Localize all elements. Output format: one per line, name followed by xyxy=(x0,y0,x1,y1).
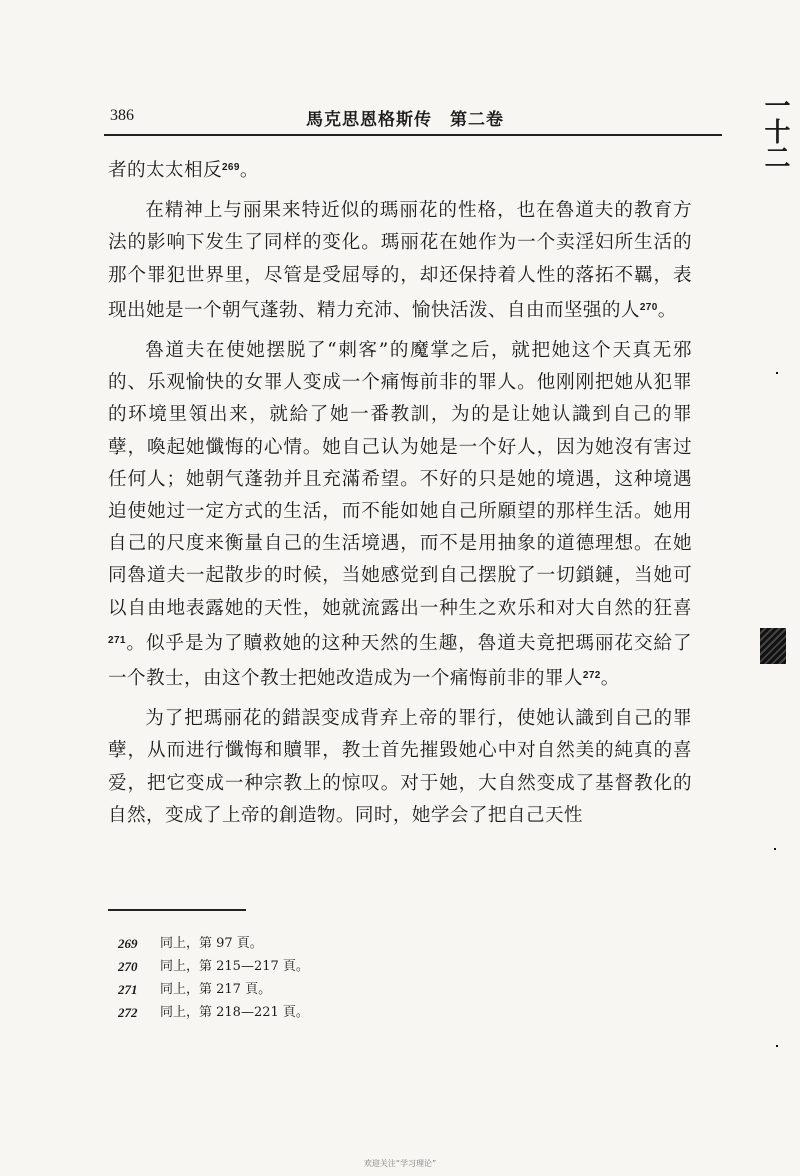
text-run: 在精神上与丽果来特近似的瑪丽花的性格，也在魯道夫的教育方法的影响下发生了同样的变化。瑪丽花在她作为一个卖淫妇所生活的那个罪犯世界里，尽管是受屈辱的，却还保持着人性的落拓不羈，表现出她是一个朝气蓬勃、精力充沛、愉快活泼、自由而坚强的人 xyxy=(108,200,692,321)
text-run: 魯道夫在使她摆脱了“刺客”的魔掌之后，就把她这个天真无邪的、乐观愉快的女罪人变成一个痛悔前非的罪人。他刚刚把她从犯罪的环境里領出来，就給了她一番教訓，为的是让她认識到自己的罪孽，喚起她懺悔的心情。她自己认为她是一个好人，因为她沒有害过任何人；她朝气蓬勃并且充滿希望。不好的只是她的境遇，这种境遇迫使她过一定方式的生活，而不能如她自己所願望的那样生活。她用自己的尺度来衡量自己的生活境遇，而不是用抽象的道德理想。在她同魯道夫一起散步的时候，当她感觉到自己摆脫了一切鎖鏈，当她可以自由地表露她的天性，她就流露出一种生之欢乐和对大自然的狂喜 xyxy=(108,340,692,619)
paragraph xyxy=(108,335,692,695)
paragraph xyxy=(108,152,692,187)
footnote-number: 272 xyxy=(118,1005,138,1020)
footnote-ref: 272 xyxy=(582,670,601,682)
page-header xyxy=(108,107,726,135)
footnote-text: 同上，第 97 頁。 xyxy=(160,936,263,951)
footnote-text: 同上，第 218—221 頁。 xyxy=(160,1005,309,1020)
footnote-269 xyxy=(118,932,518,955)
paragraph xyxy=(108,195,692,327)
header-rule xyxy=(104,134,722,136)
text-run: 为了把瑪丽花的錯誤变成背弃上帝的罪行，使她认識到自己的罪孽，从而进行懺悔和贖罪，教士首先摧毀她心中对自然美的純真的喜爱，把它变成一种宗教上的惊叹。对于她，大自然变成了基督教化的自然，变成了上帝的創造物。同时，她学会了把自己天性 xyxy=(108,708,692,826)
footnote-number: 270 xyxy=(118,959,138,974)
footnote-rule xyxy=(108,909,246,911)
running-title: 馬克思恩格斯传 第二卷 xyxy=(306,110,504,130)
footnote-number: 269 xyxy=(118,936,138,951)
footnote-text: 同上，第 215—217 頁。 xyxy=(160,959,309,974)
text-run: 。 xyxy=(239,160,259,181)
footnotes xyxy=(118,932,518,1024)
footnote-ref: 271 xyxy=(108,634,126,646)
text-run: 。似乎是为了贖救她的这种天然的生趣，魯道夫竟把瑪丽花交給了一个教士，由这个教士把她改造成为一个痛悔前非的罪人 xyxy=(108,632,692,690)
page-number: 386 xyxy=(110,107,134,124)
bottom-note: 欢迎关注“学习理论” xyxy=(363,1159,437,1168)
text-run: 。 xyxy=(657,299,677,321)
margin-mark: 一十二 xyxy=(760,92,790,170)
footnote-ref: 269 xyxy=(221,162,240,173)
body-text xyxy=(108,152,692,840)
scan-mark xyxy=(760,628,786,664)
text-run: 。 xyxy=(600,668,620,690)
footnote-number: 271 xyxy=(118,982,138,997)
paragraph xyxy=(108,703,692,832)
footnote-270 xyxy=(118,955,518,978)
footnote-272 xyxy=(118,1001,518,1024)
footnote-text: 同上，第 217 頁。 xyxy=(160,982,272,997)
footnote-271 xyxy=(118,978,518,1001)
footnote-ref: 270 xyxy=(639,301,658,313)
text-run: 者的太太相反 xyxy=(108,160,222,181)
